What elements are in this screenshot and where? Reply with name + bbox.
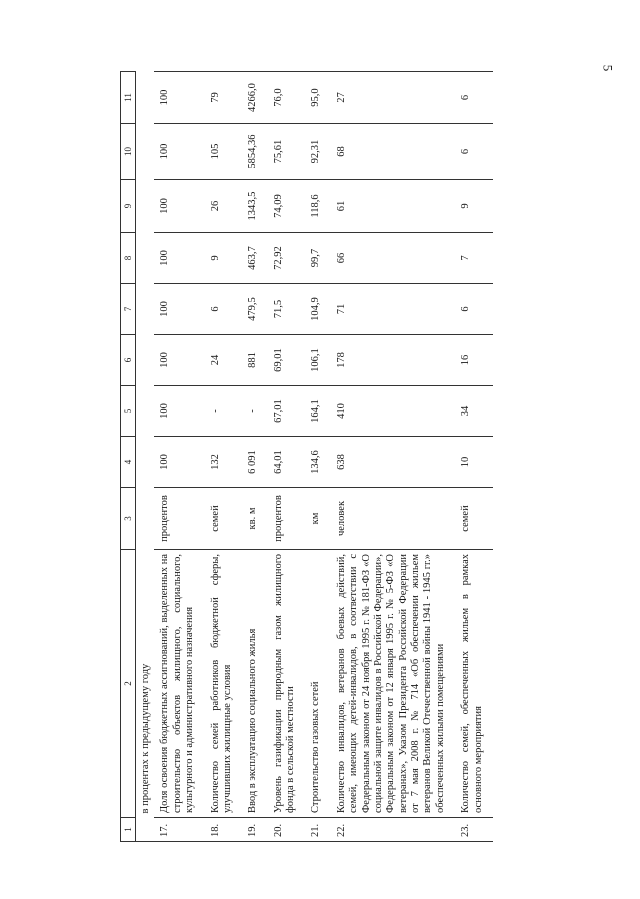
- value-cell: 67,01: [268, 386, 306, 437]
- section-note: в процентах к предыдущему году: [140, 663, 151, 814]
- column-number: 2: [121, 550, 136, 818]
- value-cell: 16: [455, 335, 493, 386]
- indicator-name: Доля освоения бюджетных ассигнований, выделенных на строительство объектов жилищного, социального, культурного и административного назначения: [154, 550, 204, 818]
- column-number: 8: [121, 233, 136, 284]
- unit-of-measure: процентов: [268, 488, 306, 550]
- value-cell: 6: [455, 124, 493, 180]
- unit-of-measure: процентов: [154, 488, 204, 550]
- value-cell: 134,6: [305, 437, 330, 488]
- value-cell: 76,0: [268, 72, 306, 124]
- indicator-name: Строительство газовых сетей: [305, 550, 330, 818]
- value-cell: 9: [455, 180, 493, 233]
- value-cell: 10: [455, 437, 493, 488]
- note-spacer: [136, 818, 155, 842]
- value-cell: -: [242, 386, 267, 437]
- column-number: 11: [121, 72, 136, 124]
- value-cell: 132: [205, 437, 243, 488]
- row-number: 21.: [305, 818, 330, 842]
- unit-of-measure: кв. м: [242, 488, 267, 550]
- indicator-name: Количество инвалидов, ветеранов боевых действий, семей, имеющих детей-инвалидов, в соответствии с Федеральным законом от 24 ноября 1995 г. № 181-ФЗ «О социальной защите инвалидов в Российской Федерации», Федеральным законом от 12 января 1995 г. № 5-ФЗ «О ветеранах», Указом Президента Российской Федерации от 7 мая 2008 г. № 714 «Об обеспечении жильем ветеранов Великой Отечественной войны 1941 - 1945 гг.» обеспеченных жилыми помещениями: [331, 550, 455, 818]
- value-cell: 92,31: [305, 124, 330, 180]
- value-cell: 6 091: [242, 437, 267, 488]
- indicator-name: Количество семей, обеспеченных жильем в рамках основного мероприятия: [455, 550, 493, 818]
- value-cell: 68: [331, 124, 455, 180]
- column-number: 10: [121, 124, 136, 180]
- value-cell: 5854,36: [242, 124, 267, 180]
- value-cell: 100: [154, 124, 204, 180]
- table-row: [305, 72, 330, 842]
- value-cell: -: [205, 386, 243, 437]
- unit-of-measure: км: [305, 488, 330, 550]
- value-cell: 6: [455, 72, 493, 124]
- value-cell: 75,61: [268, 124, 306, 180]
- unit-of-measure: семей: [455, 488, 493, 550]
- value-cell: 61: [331, 180, 455, 233]
- value-cell: 69,01: [268, 335, 306, 386]
- indicator-name: Количество семей работников бюджетной сферы, улучшивших жилищные условия: [205, 550, 243, 818]
- column-number: 9: [121, 180, 136, 233]
- column-number-row: [121, 72, 136, 842]
- value-cell: 9: [205, 233, 243, 284]
- value-cell: 100: [154, 284, 204, 335]
- value-cell: 638: [331, 437, 455, 488]
- table-row: [242, 72, 267, 842]
- row-number: 19.: [242, 818, 267, 842]
- indicators-table: [120, 71, 493, 842]
- row-number: 23.: [455, 818, 493, 842]
- value-cell: 99,7: [305, 233, 330, 284]
- value-cell: 26: [205, 180, 243, 233]
- value-cell: 100: [154, 180, 204, 233]
- table-body: [121, 72, 493, 842]
- value-cell: 118,6: [305, 180, 330, 233]
- value-cell: 79: [205, 72, 243, 124]
- value-cell: 164,1: [305, 386, 330, 437]
- value-cell: 71: [331, 284, 455, 335]
- value-cell: 105: [205, 124, 243, 180]
- value-cell: 100: [154, 335, 204, 386]
- column-number: 5: [121, 386, 136, 437]
- column-number: 6: [121, 335, 136, 386]
- value-cell: 463,7: [242, 233, 267, 284]
- value-cell: 106,1: [305, 335, 330, 386]
- value-cell: 71,5: [268, 284, 306, 335]
- value-cell: 100: [154, 72, 204, 124]
- value-cell: 100: [154, 386, 204, 437]
- value-cell: 27: [331, 72, 455, 124]
- value-cell: 178: [331, 335, 455, 386]
- value-cell: 66: [331, 233, 455, 284]
- value-cell: 95,0: [305, 72, 330, 124]
- value-cell: 24: [205, 335, 243, 386]
- row-number: 17.: [154, 818, 204, 842]
- value-cell: 64,01: [268, 437, 306, 488]
- indicator-name: Уровень газификации природным газом жилищного фонда в сельской местности: [268, 550, 306, 818]
- value-cell: 100: [154, 233, 204, 284]
- value-cell: 100: [154, 437, 204, 488]
- value-cell: 4266,0: [242, 72, 267, 124]
- unit-of-measure: семей: [205, 488, 243, 550]
- rotated-table-wrapper: [120, 72, 520, 842]
- value-cell: 74,09: [268, 180, 306, 233]
- value-cell: 881: [242, 335, 267, 386]
- value-cell: 410: [331, 386, 455, 437]
- value-cell: 6: [455, 284, 493, 335]
- table-row: [205, 72, 243, 842]
- indicator-name: Ввод в эксплуатацию социального жилья: [242, 550, 267, 818]
- value-cell: 104,9: [305, 284, 330, 335]
- value-cell: 7: [455, 233, 493, 284]
- unit-of-measure: человек: [331, 488, 455, 550]
- column-number: 3: [121, 488, 136, 550]
- row-number: 22.: [331, 818, 455, 842]
- value-cell: 1343,5: [242, 180, 267, 233]
- table-row: [455, 72, 493, 842]
- table-row: [154, 72, 204, 842]
- section-note-row: [136, 72, 155, 842]
- table-row: [331, 72, 455, 842]
- column-number: 1: [121, 818, 136, 842]
- row-number: 20.: [268, 818, 306, 842]
- value-cell: 34: [455, 386, 493, 437]
- column-number: 4: [121, 437, 136, 488]
- value-cell: 479,5: [242, 284, 267, 335]
- page-number: 5: [599, 64, 615, 72]
- column-number: 7: [121, 284, 136, 335]
- value-cell: 6: [205, 284, 243, 335]
- table-row: [268, 72, 306, 842]
- value-cell: 72,92: [268, 233, 306, 284]
- row-number: 18.: [205, 818, 243, 842]
